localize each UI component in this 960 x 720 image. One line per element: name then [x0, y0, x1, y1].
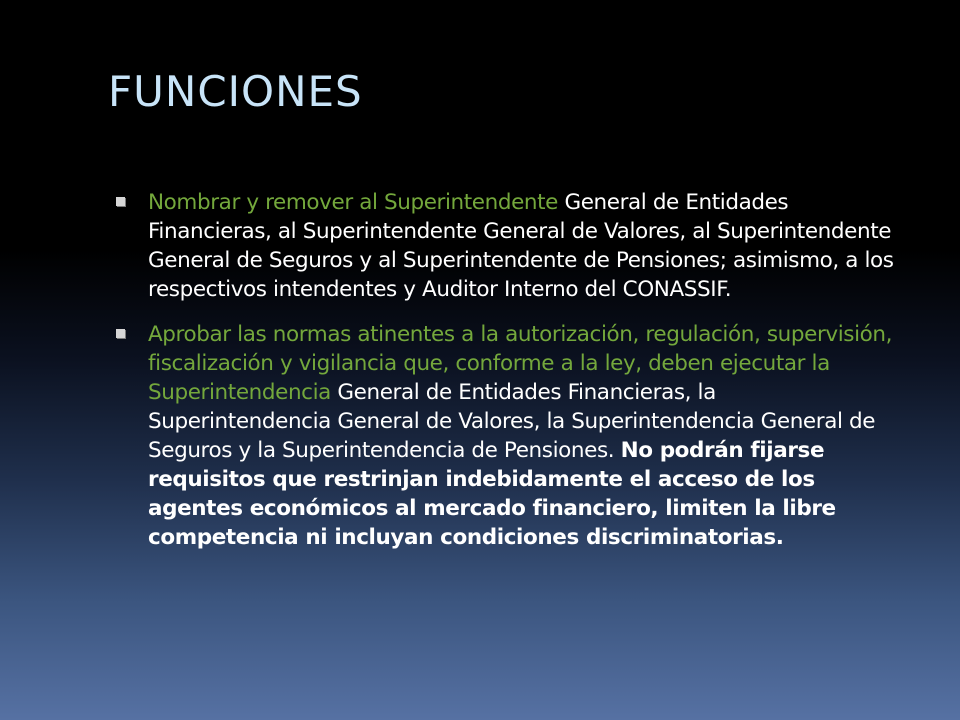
bullet-item-aprobar: [112, 320, 902, 552]
bullet-body-text: General de Entidades Financieras, al Superintendente General de Valores, al Superintendente General de Seguros y al Superintendente de Pensiones; asimismo, a los respectivos intendentes y Auditor Interno del CONASSIF.: [148, 190, 894, 302]
bullet-bold-text: No podrán fijarse requisitos que restrinjan indebidamente el acceso de los agentes económicos al mercado financiero, limiten la libre competencia ni incluyan condiciones discriminatorias.: [148, 438, 836, 550]
bullet-list: [112, 188, 902, 568]
bullet-body-text: General de Entidades Financieras, la Superintendencia General de Valores, la Superintendencia General de Seguros y la Superintendencia de Pensiones.: [148, 380, 876, 463]
square-bullet-icon: [116, 329, 125, 338]
slide-title: FUNCIONES: [108, 67, 363, 116]
bullet-highlight-text: Nombrar y remover al Superintendente: [148, 190, 559, 215]
bullet-highlight-text: Aprobar las normas atinentes a la autorización, regulación, supervisión, fiscalización y vigilancia que, conforme a la ley, deben ejecutar la Superintendencia: [148, 322, 893, 405]
bullet-item-nombrar: [112, 188, 902, 304]
square-bullet-icon: [116, 197, 125, 206]
